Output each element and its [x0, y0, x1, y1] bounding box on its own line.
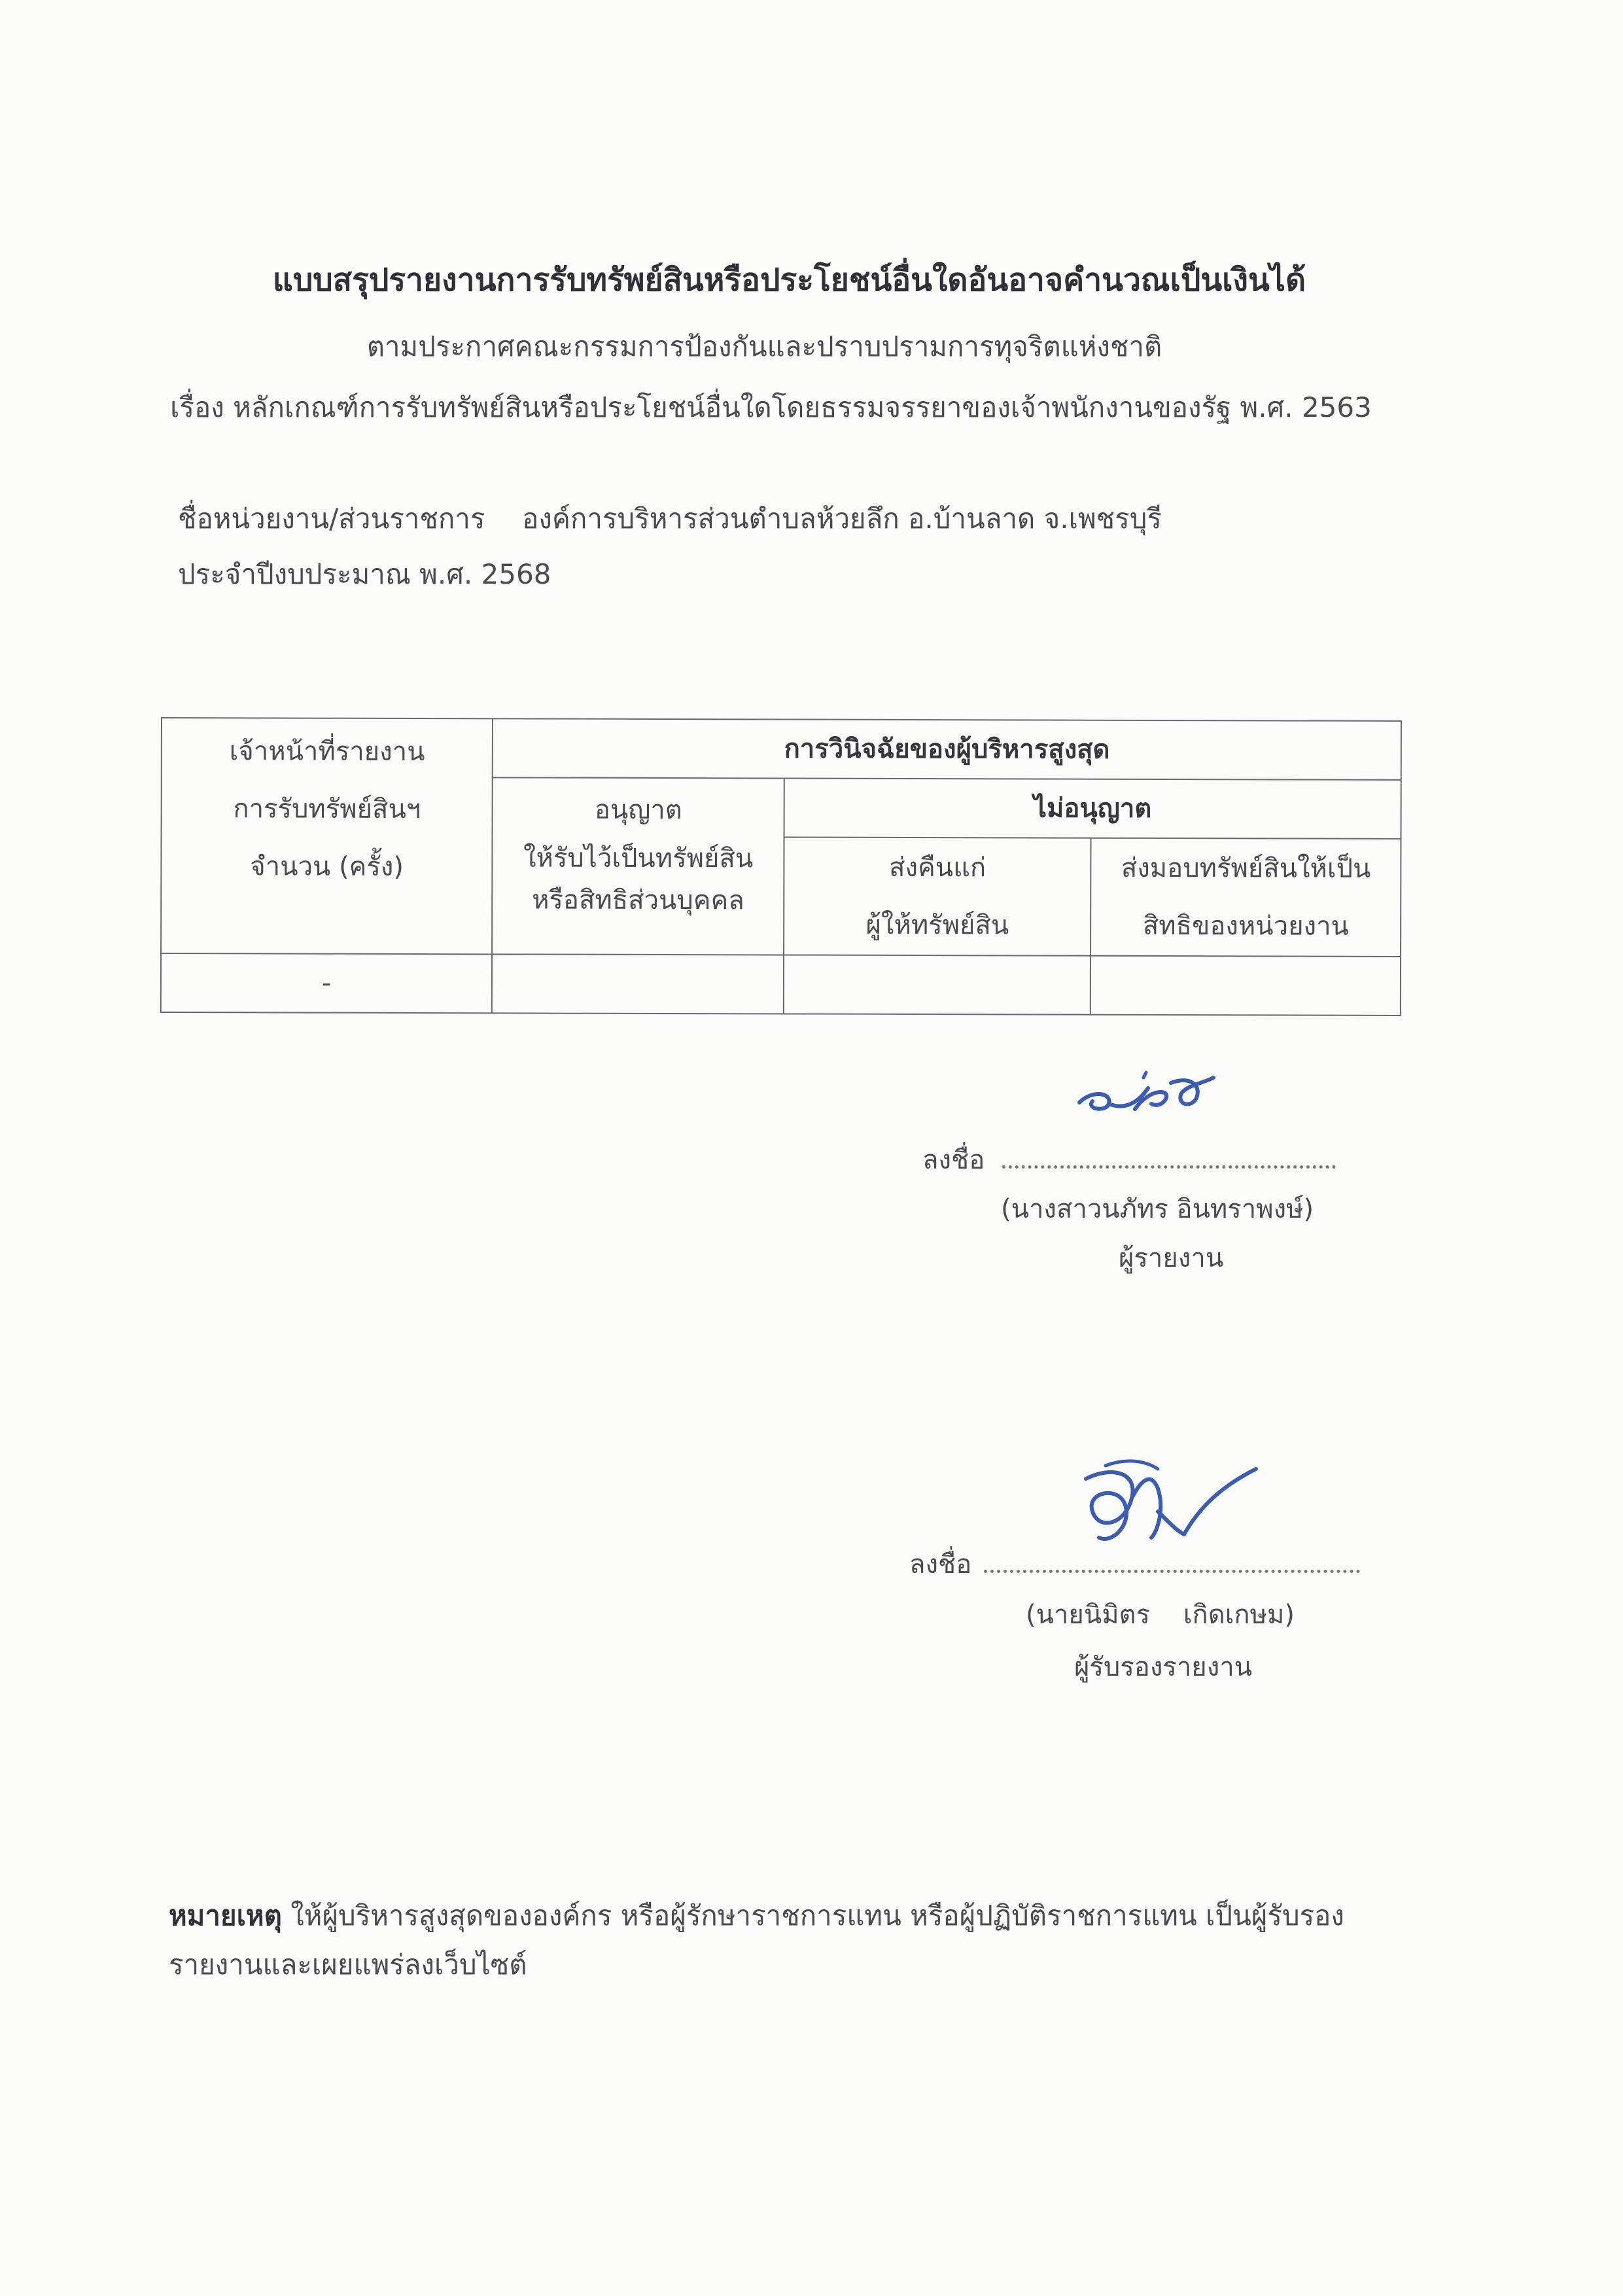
note-text-1: ให้ผู้บริหารสูงสุดขององค์กร หรือผู้รักษาราชการแทน หรือผู้ปฏิบัติราชการแทน เป็นผู้รับรอง	[290, 1899, 1344, 1932]
approver-name: (นายนิมิตร เกิดเกษม)	[1026, 1600, 1295, 1630]
header-allow-title: อนุญาต	[594, 794, 682, 826]
header-deny: ไม่อนุญาต	[784, 778, 1401, 838]
header-transfer-line-2: สิทธิของหน่วยงาน	[1142, 910, 1349, 942]
approver-role: ผู้รับรองรายงาน	[1074, 1652, 1253, 1682]
agency-value: องค์การบริหารส่วนตำบลห้วยลึก อ.บ้านลาด จ.เพชรบุรี	[522, 503, 1162, 535]
header-staff-line-2: การรับทรัพย์สินฯ	[233, 794, 421, 825]
approver-sign-label: ลงชื่อ	[909, 1549, 972, 1580]
cell-return	[784, 955, 1091, 1014]
header-transfer-line-1: ส่งมอบทรัพย์สินให้เป็น	[1121, 853, 1371, 884]
header-return	[784, 837, 1091, 955]
reporter-sign-label: ลงชื่อ	[922, 1145, 985, 1175]
note-label: หมายเหตุ	[169, 1899, 282, 1932]
note-line-1	[169, 1894, 1344, 1937]
table-row	[161, 953, 1401, 1016]
approver-sign-line	[909, 1543, 1360, 1585]
reporter-signature-image	[1073, 1063, 1243, 1138]
reporter-name: (นางสาวนภัทร อินทราพงษ์)	[1001, 1194, 1314, 1224]
approver-sign-dots	[984, 1564, 1360, 1573]
reporter-sign-dots	[1002, 1160, 1336, 1169]
agency-label: ชื่อหน่วยงาน/ส่วนราชการ	[178, 503, 485, 535]
header-transfer	[1091, 838, 1401, 957]
header-decision: การวินิจฉัยของผู้บริหารสูงสุด	[493, 718, 1401, 780]
header-return-line-2: ผู้ให้ทรัพย์สิน	[865, 910, 1009, 941]
reporter-sign-line	[922, 1139, 1336, 1180]
document-subject: เรื่อง หลักเกณฑ์การรับทรัพย์สินหรือประโยชน์อื่นใดโดยธรรมจรรยาของเจ้าพนักงานของรัฐ พ.ศ. 2563	[170, 391, 1372, 423]
cell-allow	[492, 954, 784, 1014]
agency-line	[178, 497, 1162, 540]
report-table	[160, 717, 1402, 1016]
document-subtitle: ตามประกาศคณะกรรมการป้องกันและปราบปรามการทุจริตแห่งชาติ	[366, 330, 1162, 362]
header-return-line-1: ส่งคืนแก่	[889, 852, 986, 883]
header-allow-line-2: หรือสิทธิส่วนบุคคล	[532, 885, 744, 916]
header-staff-report	[161, 718, 493, 954]
fiscal-year: ประจำปีงบประมาณ พ.ศ. 2568	[178, 558, 551, 590]
header-allow	[492, 777, 784, 955]
cell-count: -	[161, 953, 493, 1013]
reporter-role: ผู้รายงาน	[1119, 1243, 1224, 1273]
note-line-2: รายงานและเผยแพร่ลงเว็บไซต์	[169, 1949, 527, 1981]
cell-transfer	[1091, 956, 1401, 1016]
header-staff-line-1: เจ้าหน้าที่รายงาน	[229, 736, 425, 768]
header-allow-line-1: ให้รับไว้เป็นทรัพย์สิน	[523, 843, 754, 874]
header-staff-line-3: จำนวน (ครั้ง)	[250, 851, 404, 882]
document-title: แบบสรุปรายงานการรับทรัพย์สินหรือประโยชน์อื่นใดอันอาจคำนวณเป็นเงินได้	[272, 262, 1306, 298]
